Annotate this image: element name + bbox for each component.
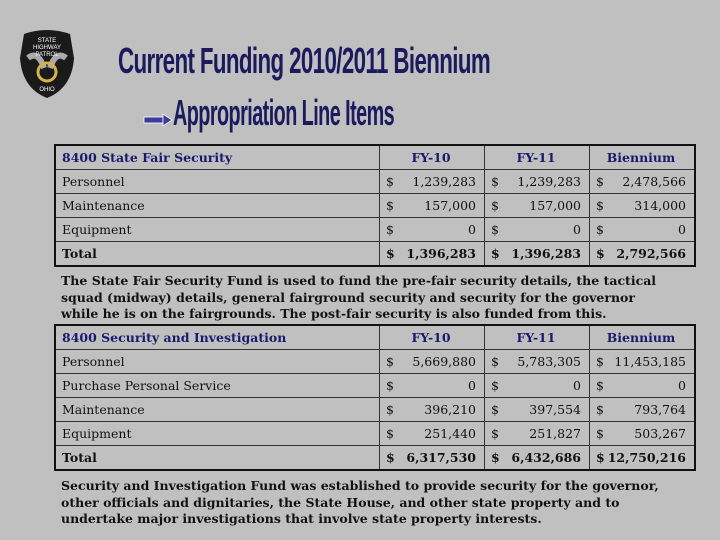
currency-symbol: $ [386, 450, 395, 465]
table-row [55, 350, 695, 374]
row-label: Total [55, 446, 380, 471]
state-fair-description: The State Fair Security Fund is used to fund the pre-fair security details, the tactical squad (midway) details, general fairground security and security for the governor while he is on the fairgrounds. The post-fair security is also funded from this. [61, 273, 657, 321]
amount-cell [485, 194, 590, 218]
currency-symbol: $ [596, 354, 604, 369]
row-label: Purchase Personal Service [55, 374, 380, 398]
arrow-right-icon [143, 113, 173, 127]
security-investigation-description: Security and Investigation Fund was established to provide security for the governor, other officials and dignitaries, the State House, and other state property and to undertake major investigations that involve state property interests. [61, 478, 659, 526]
amount-value: 503,267 [634, 426, 686, 441]
currency-symbol: $ [386, 246, 395, 261]
amount-cell [590, 422, 696, 446]
currency-symbol: $ [596, 222, 604, 237]
column-header: FY-10 [380, 325, 485, 350]
column-header: FY-10 [380, 145, 485, 170]
currency-symbol: $ [596, 246, 605, 261]
state-fair-security-table [54, 144, 696, 267]
amount-value: 314,000 [634, 198, 686, 213]
amount-value: 0 [468, 378, 476, 393]
table-row [55, 218, 695, 242]
amount-cell [590, 218, 696, 242]
amount-cell [485, 350, 590, 374]
amount-value: 6,317,530 [406, 450, 476, 465]
amount-cell [380, 194, 485, 218]
amount-value: 5,669,880 [412, 354, 476, 369]
row-label: Maintenance [55, 398, 380, 422]
currency-symbol: $ [386, 174, 394, 189]
amount-cell [485, 170, 590, 194]
column-header: Biennium [590, 325, 696, 350]
page-subtitle: Appropriation Line Items [173, 92, 395, 133]
table-row [55, 194, 695, 218]
currency-symbol: $ [386, 378, 394, 393]
row-label: Personnel [55, 350, 380, 374]
svg-text:HIGHWAY: HIGHWAY [33, 45, 61, 51]
amount-cell [485, 422, 590, 446]
amount-value: 5,783,305 [517, 354, 581, 369]
table-row [55, 170, 695, 194]
amount-cell [590, 242, 696, 267]
currency-symbol: $ [491, 354, 499, 369]
amount-value: 1,396,283 [511, 246, 581, 261]
amount-value: 157,000 [529, 198, 581, 213]
table-header-row [55, 325, 695, 350]
amount-cell [380, 446, 485, 471]
amount-cell [380, 170, 485, 194]
currency-symbol: $ [596, 174, 604, 189]
amount-value: 12,750,216 [607, 450, 686, 465]
column-header: FY-11 [485, 145, 590, 170]
row-label: Equipment [55, 422, 380, 446]
currency-symbol: $ [596, 378, 604, 393]
currency-symbol: $ [386, 402, 394, 417]
amount-value: 396,210 [424, 402, 476, 417]
amount-value: 1,239,283 [412, 174, 476, 189]
amount-value: 1,239,283 [517, 174, 581, 189]
amount-cell [485, 242, 590, 267]
page-title: Current Funding 2010/2011 Biennium [118, 40, 491, 81]
amount-value: 251,440 [424, 426, 476, 441]
currency-symbol: $ [596, 450, 605, 465]
svg-text:OHIO: OHIO [39, 87, 55, 93]
svg-text:STATE: STATE [37, 38, 57, 44]
highway-patrol-logo [18, 28, 76, 100]
amount-value: 397,554 [529, 402, 581, 417]
currency-symbol: $ [491, 222, 499, 237]
amount-cell [590, 194, 696, 218]
column-header: Biennium [590, 145, 696, 170]
amount-cell [590, 374, 696, 398]
column-header: 8400 State Fair Security [55, 145, 380, 170]
table-header-row [55, 145, 695, 170]
row-label: Total [55, 242, 380, 267]
amount-cell [485, 374, 590, 398]
column-header: FY-11 [485, 325, 590, 350]
currency-symbol: $ [491, 426, 499, 441]
amount-cell [380, 374, 485, 398]
amount-cell [485, 398, 590, 422]
amount-value: 0 [678, 222, 686, 237]
table-row [55, 422, 695, 446]
amount-cell [485, 446, 590, 471]
currency-symbol: $ [386, 222, 394, 237]
row-label: Equipment [55, 218, 380, 242]
amount-cell [380, 350, 485, 374]
amount-value: 1,396,283 [406, 246, 476, 261]
currency-symbol: $ [386, 426, 394, 441]
amount-value: 0 [678, 378, 686, 393]
amount-cell [380, 242, 485, 267]
amount-cell [590, 446, 696, 471]
amount-value: 2,478,566 [622, 174, 686, 189]
amount-value: 0 [573, 378, 581, 393]
amount-value: 2,792,566 [616, 246, 686, 261]
amount-value: 0 [468, 222, 476, 237]
amount-value: 6,432,686 [511, 450, 581, 465]
table-row [55, 242, 695, 267]
row-label: Personnel [55, 170, 380, 194]
amount-cell [380, 422, 485, 446]
currency-symbol: $ [491, 402, 499, 417]
currency-symbol: $ [491, 246, 500, 261]
amount-value: 0 [573, 222, 581, 237]
amount-cell [380, 218, 485, 242]
currency-symbol: $ [491, 378, 499, 393]
svg-text:PATROL: PATROL [35, 52, 59, 58]
amount-cell [485, 218, 590, 242]
currency-symbol: $ [386, 354, 394, 369]
table-row [55, 398, 695, 422]
currency-symbol: $ [596, 198, 604, 213]
amount-value: 793,764 [634, 402, 686, 417]
amount-cell [590, 398, 696, 422]
column-header: 8400 Security and Investigation [55, 325, 380, 350]
amount-value: 11,453,185 [614, 354, 686, 369]
amount-cell [590, 170, 696, 194]
table-row [55, 446, 695, 471]
amount-cell [380, 398, 485, 422]
amount-value: 251,827 [529, 426, 581, 441]
amount-cell [590, 350, 696, 374]
currency-symbol: $ [491, 198, 499, 213]
security-investigation-table [54, 324, 696, 471]
table-row [55, 374, 695, 398]
row-label: Maintenance [55, 194, 380, 218]
currency-symbol: $ [596, 402, 604, 417]
currency-symbol: $ [491, 174, 499, 189]
currency-symbol: $ [491, 450, 500, 465]
currency-symbol: $ [386, 198, 394, 213]
amount-value: 157,000 [424, 198, 476, 213]
currency-symbol: $ [596, 426, 604, 441]
